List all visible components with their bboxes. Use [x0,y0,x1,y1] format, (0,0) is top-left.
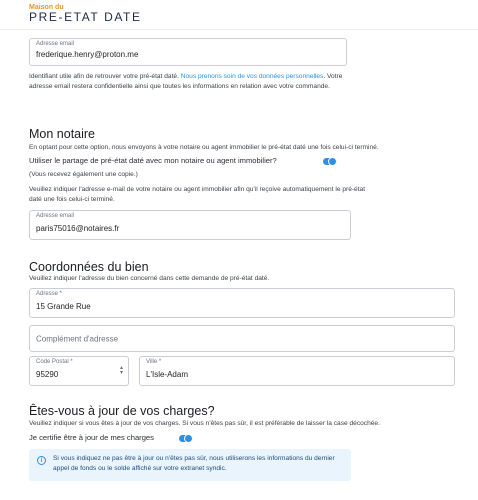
notaire-email-field[interactable] [29,210,351,240]
bien-title: Coordonnées du bien [29,260,149,274]
copy-note: (Vous recevez également une copie.) [29,171,138,178]
toggle-knob [184,434,193,443]
address-complement-placeholder: Complément d'adresse [36,334,119,343]
charges-info-text: Si vous indiquez ne pas être à jour ou n'êtes pas sûr, nous utiliserons les informations du dernier appel de fonds ou le solde affiché sur votre extranet syndic. [53,455,335,472]
address-value: 15 Grande Rue [36,302,91,311]
notaire-email-label: Adresse email [36,213,75,219]
address-complement-field[interactable] [29,325,455,352]
charges-info-box [29,449,351,481]
address-field[interactable] [29,288,455,318]
bien-description: Veuillez indiquer l'adresse du bien concerné dans cette demande de pré-état daté. [29,275,270,282]
postal-code-label: Code Postal * [36,359,73,365]
number-stepper-icon[interactable]: ▴ ▾ [119,365,123,376]
address-label: Adresse * [36,291,63,297]
email-help-suffix: . Votre adresse email restera confidentielle ainsi que toutes les informations en relation avec votre commande. [29,73,343,90]
notaire-instructions: Veuillez indiquer l'adresse e-mail de votre notaire ou agent immobilier afin qu'il reçoive automatiquement le pré-état daté une fois celui-ci terminé. [29,186,366,203]
toggle-knob [328,157,337,166]
privacy-link[interactable]: Nous prenons soin de vos données personnelles [180,73,324,80]
email-help-text [29,72,349,92]
city-value: L'Isle-Adam [146,370,188,379]
email-help-prefix: Identifiant utile afin de retrouver votre pré-état daté. [29,73,181,80]
city-label: Ville * [146,359,162,365]
postal-code-field[interactable] [29,356,129,386]
charges-toggle-label: Je certifie être à jour de mes charges [29,433,154,442]
email-field[interactable] [29,38,347,66]
logo-top-text: Maison du [29,4,64,11]
postal-code-value: 95290 [36,370,59,379]
notaire-toggle-label: Utiliser le partage de pré-état daté avec mon notaire ou agent immobilier? [29,156,277,165]
info-icon: i [37,456,46,465]
charges-title: Êtes-vous à jour de vos charges? [29,404,215,418]
logo-main-text: PRE-ETAT DATE [29,10,142,24]
city-field[interactable] [139,356,455,386]
email-field-value: frederique.henry@proton.me [36,50,139,59]
logo[interactable] [29,4,142,24]
charges-toggle[interactable] [179,435,193,442]
notaire-title: Mon notaire [29,127,96,141]
charges-description: Veuillez indiquer si vous êtes à jour de vos charges. Si vous n'êtes pas sûr, il est préférable de laisser la case décochée. [29,420,380,427]
notaire-email-value: paris75016@notaires.fr [36,224,120,233]
app-header [0,0,478,30]
notaire-description: En optant pour cette option, nous envoyons à votre notaire ou agent immobilier le pré-état daté une fois celui-ci terminé. [29,144,379,151]
email-field-label: Adresse email [36,41,75,47]
notaire-share-toggle[interactable] [323,158,337,165]
